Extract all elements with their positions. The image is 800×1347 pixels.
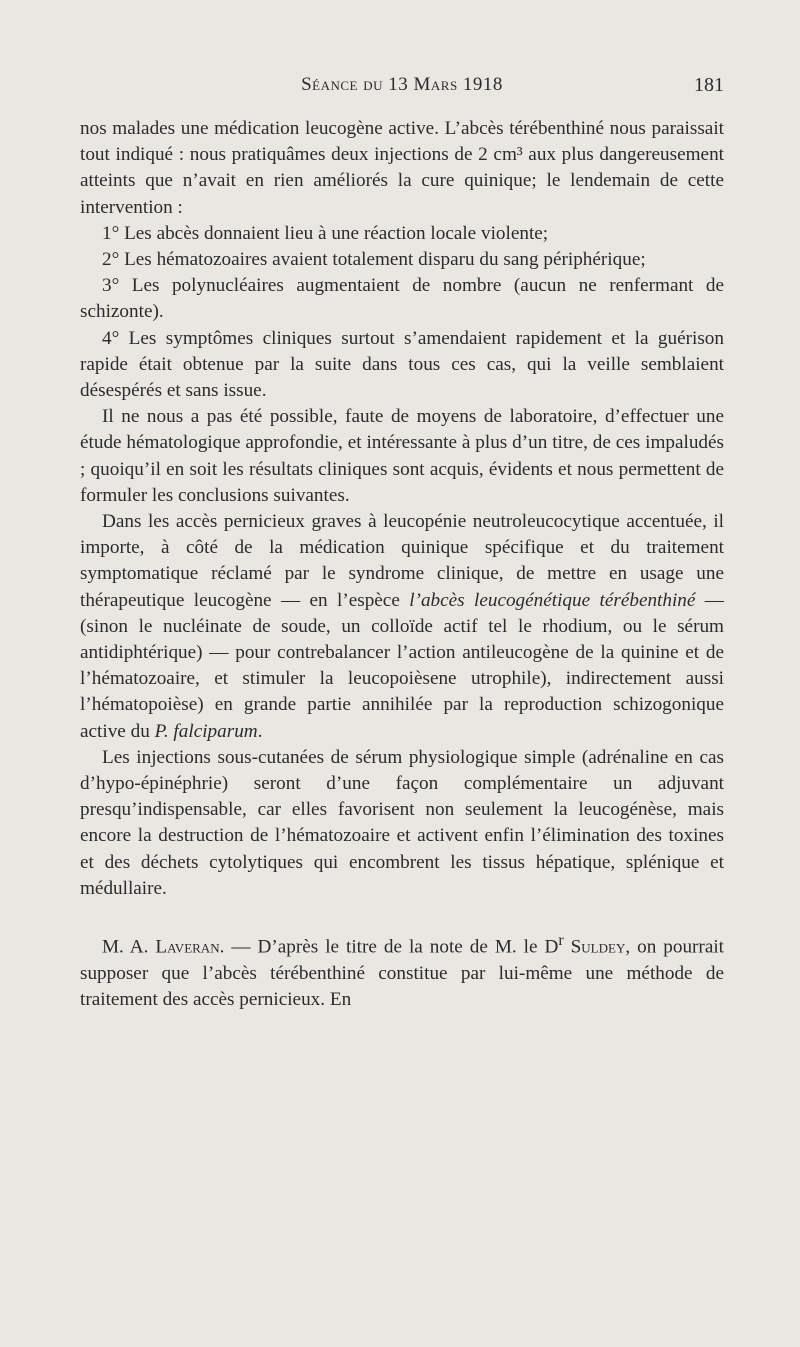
- list-item-1: 1° Les abcès donnaient lieu à une réaction locale violente;: [102, 222, 549, 244]
- speaker-name: M. A. Laveran.: [102, 936, 225, 958]
- running-head: Séance du 13 Mars 1918: [301, 74, 503, 95]
- text-run: — D’après le titre de la note de M. le D: [224, 936, 559, 958]
- text-run: , on pourrait supposer que l’abcès térébenthiné constitue par lui-même une méthode de traitement des accès pernicieux. En: [80, 936, 724, 1010]
- paragraph-methods: Il ne nous a pas été possible, faute de moyens de laboratoire, d’effectuer une étude hématologique approfondie, et intéressante à plus d’un titre, de ces impaludés ; quoiqu’il en soit les résultats cliniques sont acquis, évidents et nous permettent de formuler les conclusions suivantes.: [80, 406, 724, 506]
- discussion-paragraph: [80, 928, 724, 1013]
- paragraph-continuation: nos malades une médication leucogène active. L’abcès térébenthiné nous paraissait tout indiqué : nous pratiquâmes deux injections de 2 cm³ aux plus dangereusement atteints que n’avait en rien améliorés la cure quinique; le lendemain de cette intervention :: [80, 118, 724, 218]
- superscript: r: [558, 932, 564, 950]
- page-header: [80, 74, 724, 98]
- text-run: — (sinon le nucléinate de soude, un colloïde actif tel le rhodium, ou le sérum antidiphtérique) — pour contrebalancer l’action antileucogène de la quinine et de l’hématozoaire, et stimuler la leucopoièsene utrophile), indirectement aussi l’hématopoièse) en grande partie annihilée par la reproduction schizogonique active du: [80, 589, 724, 742]
- species-name: P. falciparum: [154, 720, 258, 742]
- paragraph-injections: Les injections sous-cutanées de sérum physiologique simple (adrénaline en cas d’hypo-épinéphrie) seront d’une façon complémentaire un adjuvant presqu’indispensable, car elles favorisent non seulement la leucogénèse, mais encore la destruction de l’hématozoaire et activent enfin l’élimination des toxines et des déchets cytolytiques qui encombrent les tissus hépatique, splénique et médullaire.: [80, 746, 724, 899]
- text-run: .: [257, 720, 263, 742]
- italic-term: l’abcès leucogénétique térébenthiné: [409, 589, 696, 611]
- list-item-3: 3° Les polynucléaires augmentaient de nombre (aucun ne renfermant de schizonte).: [80, 275, 724, 323]
- author-name: Suldey: [563, 936, 626, 958]
- paragraph-conclusions: [80, 509, 724, 745]
- list-item-2: 2° Les hématozoaires avaient totalement disparu du sang périphérique;: [102, 249, 646, 271]
- text-run: Dans les accès pernicieux graves à leucopénie neutroleucocytique accentuée, il importe, à côté de la médication quinique spécifique et du traitement symptomatique réclamé par le syndrome clinique, de mettre en usage une thérapeutique leucogène — en l’espèce: [80, 511, 724, 611]
- body-text: [80, 116, 724, 1013]
- page-number: 181: [694, 74, 724, 96]
- list-item-4: 4° Les symptômes cliniques surtout s’amendaient rapidement et la guérison rapide était obtenue par la suite dans tous ces cas, qui la veille semblaient désespérés et sans issue.: [80, 327, 724, 402]
